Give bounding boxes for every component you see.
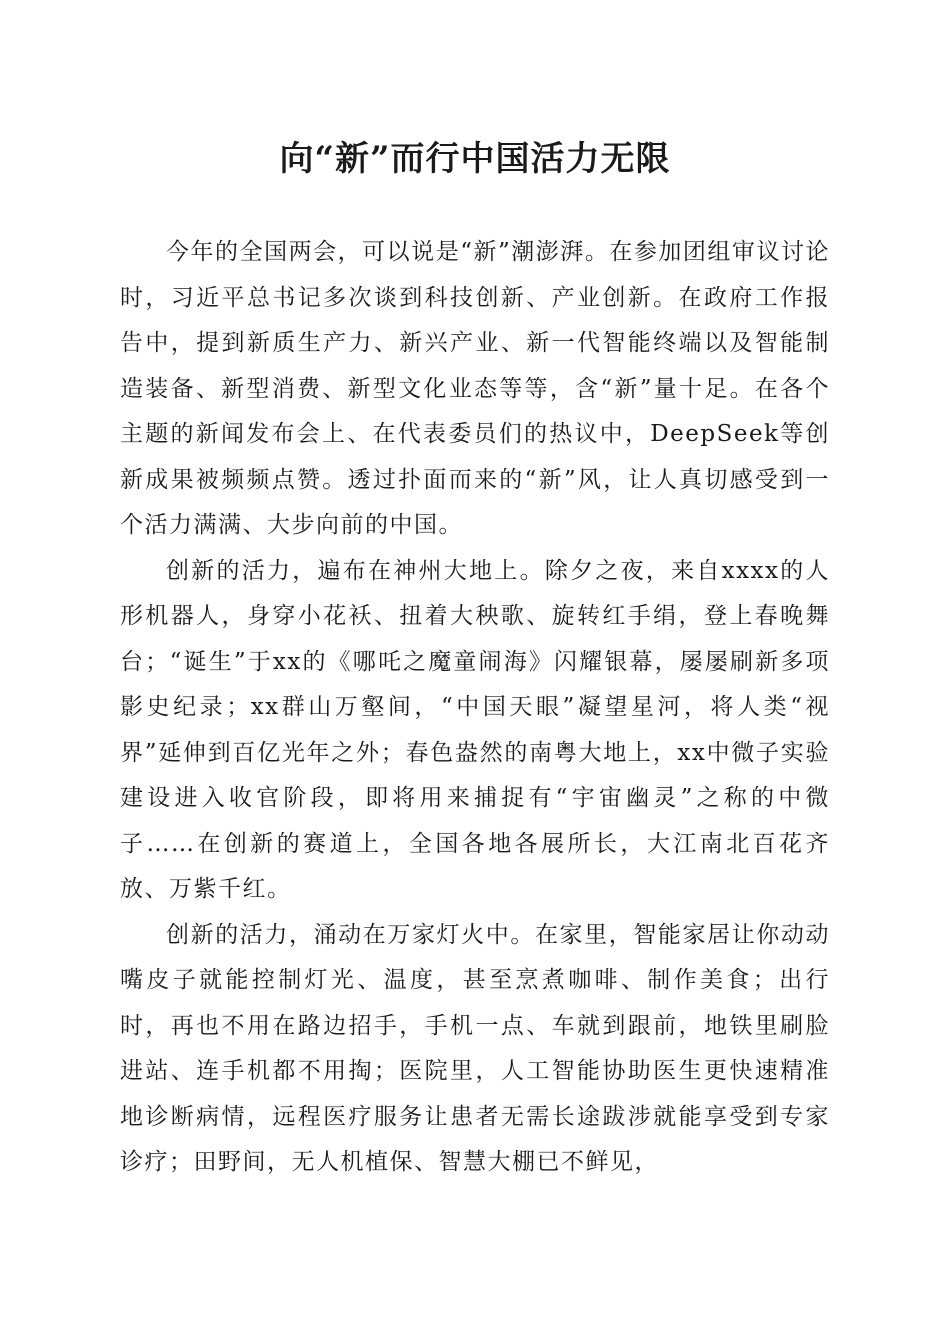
paragraph-3: 创新的活力，涌动在万家灯火中。在家里，智能家居让你动动嘴皮子就能控制灯光、温度，甚至烹煮咖啡、制作美食；出行时，再也不用在路边招手，手机一点、车就到跟前，地铁里刷脸进站、连手机都不用掏；医院里，人工智能协助医生更快速精准地诊断病情，远程医疗服务让患者无需长途跋涉就能享受到专家诊疗；田野间，无人机植保、智慧大棚已不鲜见， [120,921,830,1175]
paragraph-2: 创新的活力，遍布在神州大地上。除夕之夜，来自xxxx的人形机器人，身穿小花袄、扭着大秧歌、旋转红手绢，登上春晚舞台；“诞生”于xx的《哪吒之魔童闹海》闪耀银幕，屡屡刷新多项影史纪录；xx群山万壑间，“中国天眼”凝望星河，将人类“视界”延伸到百亿光年之外；春色盎然的南粤大地上，xx中微子实验建设进入收官阶段，即将用来捕捉有“宇宙幽灵”之称的中微子……在创新的赛道上，全国各地各展所长，大江南北百花齐放、万紫千红。 [120,557,830,902]
document-body [120,230,830,1186]
paragraph-1: 今年的全国两会，可以说是“新”潮澎湃。在参加团组审议讨论时，习近平总书记多次谈到科技创新、产业创新。在政府工作报告中，提到新质生产力、新兴产业、新一代智能终端以及智能制造装备、新型消费、新型文化业态等等，含“新”量十足。在各个主题的新闻发布会上、在代表委员们的热议中，DeepSeek等创新成果被频频点赞。透过扑面而来的“新”风，让人真切感受到一个活力满满、大步向前的中国。 [120,239,830,538]
document-title: 向“新”而行中国活力无限 [279,139,671,179]
